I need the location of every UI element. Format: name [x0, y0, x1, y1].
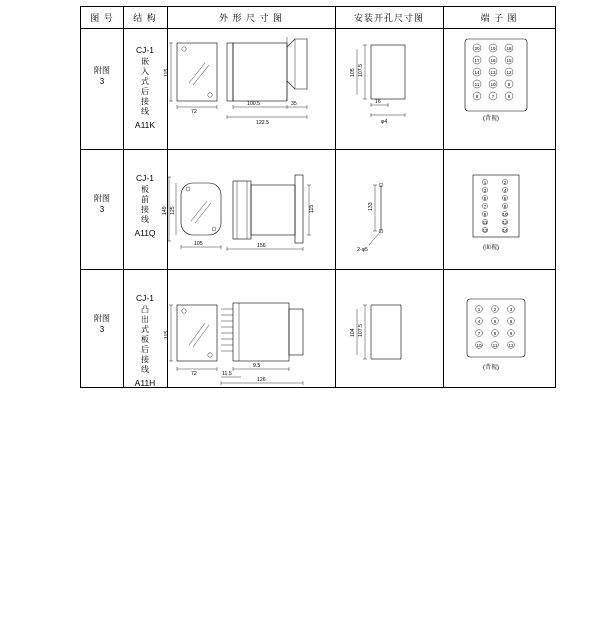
row1-dim-35: 35 — [291, 101, 297, 107]
row2-model: CJ-1 — [136, 173, 154, 183]
svg-text:5: 5 — [493, 319, 497, 324]
svg-text:16: 16 — [490, 58, 496, 63]
row1-dim-16: 16 — [375, 99, 381, 105]
svg-text:15: 15 — [506, 58, 512, 63]
header-fig-no: 图 号 — [90, 13, 114, 23]
svg-text:1: 1 — [477, 307, 481, 312]
svg-text:14: 14 — [474, 70, 480, 75]
row1-dim-115: 115 — [164, 68, 170, 77]
header-outline: 外 形 尺 寸 图 — [218, 13, 283, 23]
svg-text:12: 12 — [502, 220, 508, 225]
svg-text:13: 13 — [490, 70, 496, 75]
row3-terminal-pins — [476, 306, 515, 349]
svg-text:11: 11 — [492, 343, 498, 348]
row3-terminal-note: (背视) — [483, 365, 499, 371]
svg-text:3: 3 — [483, 188, 487, 193]
svg-text:12: 12 — [506, 70, 512, 75]
svg-text:2: 2 — [503, 180, 507, 185]
row2-fig-text: 附图 — [94, 194, 110, 203]
row2-dim-133: 133 — [368, 202, 374, 211]
row2-terminal-pins — [482, 179, 508, 233]
svg-text:7: 7 — [491, 94, 495, 99]
row1-structure-chars: 嵌入式后接线 — [141, 57, 149, 116]
row3-dim-11-5: 11.5 — [222, 371, 232, 377]
row2-dim-156: 156 — [257, 243, 266, 249]
row2-terminal-note: (面视) — [483, 245, 499, 251]
row2-structure-chars: 板前接线 — [141, 185, 149, 224]
row2-dim-2phi5: 2-φ5 — [357, 247, 368, 253]
row2-dim-105: 105 — [194, 241, 203, 247]
row1-dim-107-5: 107.5 — [358, 64, 364, 77]
row3-dim-115: 115 — [164, 330, 170, 339]
svg-text:6: 6 — [509, 319, 513, 324]
header-terminal: 端 子 图 — [480, 13, 518, 23]
svg-text:10: 10 — [502, 212, 508, 217]
svg-text:9: 9 — [507, 82, 511, 87]
svg-text:8: 8 — [475, 94, 479, 99]
svg-text:1: 1 — [483, 180, 487, 185]
row3-dim-107-5: 107.5 — [358, 324, 364, 337]
svg-text:9: 9 — [509, 331, 513, 336]
svg-text:2: 2 — [493, 307, 497, 312]
svg-text:8: 8 — [503, 204, 507, 209]
row1-dim-122-5: 122.5 — [256, 120, 269, 126]
svg-text:7: 7 — [477, 331, 481, 336]
svg-text:3: 3 — [509, 307, 513, 312]
spec-table — [80, 6, 556, 388]
row1-code: A11K — [134, 120, 156, 130]
row3-dim-104: 104 — [350, 328, 356, 337]
row1-fig-text: 附图 — [94, 66, 110, 75]
svg-text:7: 7 — [483, 204, 487, 209]
row3-fig-number: 3 — [99, 325, 105, 334]
svg-text:12: 12 — [508, 343, 514, 348]
row2-dim-149: 149 — [162, 206, 168, 215]
svg-text:17: 17 — [474, 58, 480, 63]
svg-text:6: 6 — [507, 94, 511, 99]
row2-dim-115: 115 — [309, 204, 315, 213]
row3-dim-126: 126 — [257, 377, 266, 383]
svg-text:11: 11 — [474, 82, 480, 87]
row2-dim-125: 125 — [170, 206, 176, 215]
row2-fig-number: 3 — [99, 205, 105, 214]
row1-terminal-note: (背视) — [483, 116, 499, 122]
svg-text:10: 10 — [476, 343, 482, 348]
row1-fig-number: 3 — [99, 77, 105, 86]
header-structure: 结 构 — [133, 13, 157, 23]
svg-text:9: 9 — [483, 212, 487, 217]
row1-dim-105: 105 — [350, 68, 356, 77]
svg-text:18: 18 — [506, 46, 512, 51]
svg-text:13: 13 — [482, 228, 488, 233]
svg-text:19: 19 — [490, 46, 496, 51]
row3-dim-9-5: 9.5 — [253, 363, 261, 369]
svg-text:8: 8 — [493, 331, 497, 336]
svg-text:11: 11 — [482, 220, 488, 225]
row3-outline-drawing — [81, 247, 557, 629]
header-mounting: 安装开孔尺寸图 — [353, 13, 424, 23]
row1-terminal-pins — [473, 44, 513, 100]
row3-fig-text: 附图 — [94, 314, 110, 323]
row1-model: CJ-1 — [136, 45, 154, 55]
svg-text:6: 6 — [503, 196, 507, 201]
row2-code: A11Q — [134, 228, 156, 238]
svg-text:20: 20 — [474, 46, 480, 51]
row1-dim-100-5: 100.5 — [247, 101, 260, 107]
row1-dim-72: 72 — [191, 109, 197, 115]
row3-code: A11H — [134, 378, 156, 388]
row3-dim-72: 72 — [191, 371, 197, 377]
svg-text:5: 5 — [483, 196, 487, 201]
row3-model: CJ-1 — [136, 293, 154, 303]
svg-text:4: 4 — [477, 319, 481, 324]
row3-structure-chars: 凸出式板后接线 — [141, 305, 149, 374]
svg-text:4: 4 — [503, 188, 507, 193]
row1-dim-phi4: φ4 — [381, 119, 388, 125]
svg-text:10: 10 — [490, 82, 496, 87]
svg-text:14: 14 — [502, 228, 508, 233]
